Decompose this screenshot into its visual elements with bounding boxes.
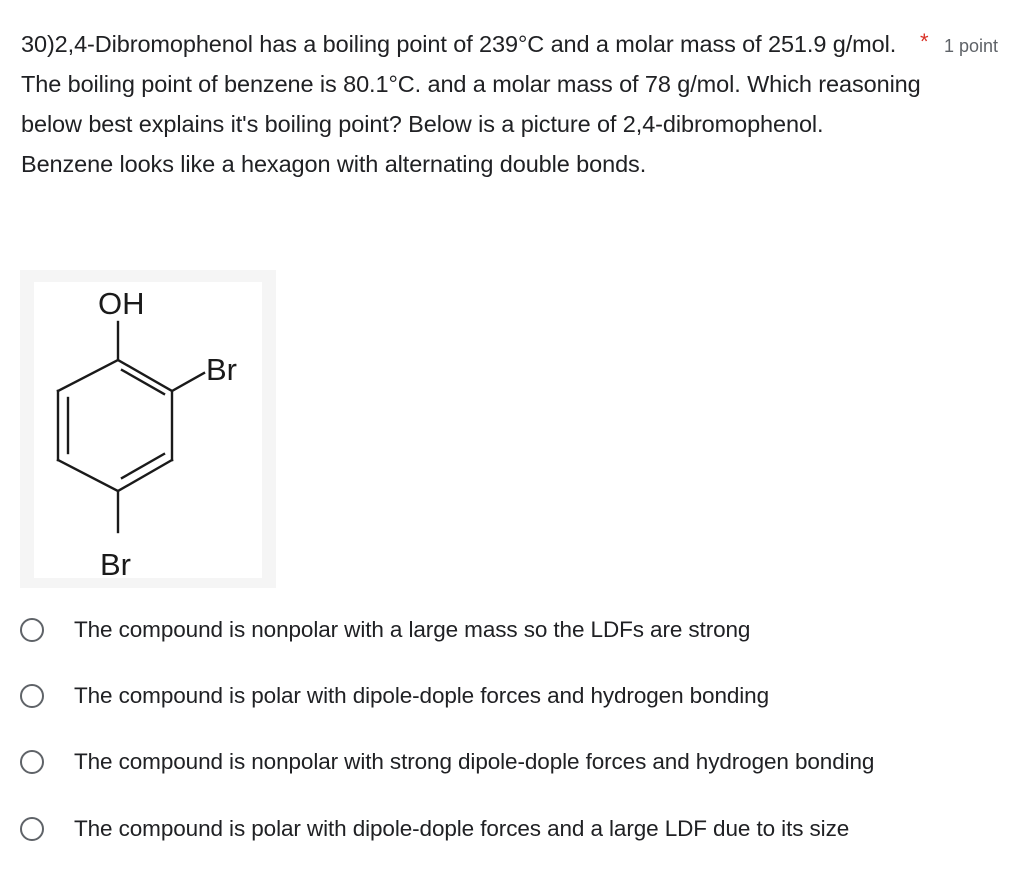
dibromophenol-structure-image [20, 270, 276, 588]
option-1[interactable] [20, 606, 1020, 654]
molecule-drawing [20, 270, 276, 588]
required-asterisk: * [920, 29, 929, 54]
radio-button[interactable] [20, 817, 44, 841]
ring-bond [118, 360, 172, 391]
double-bond-line [122, 454, 164, 478]
points-label: 1 point [944, 36, 999, 56]
br-bond-right [172, 373, 204, 391]
question-text: 30)2,4-Dibromophenol has a boiling point of 239°C and a molar mass of 251.9 g/mol. The boiling point of benzene is 80.1°C. and a molar mass of 78 g/mol. Which reasoning below best explains it's boiling point? Below is a picture of 2,4-dibromophenol. Benzene looks like a hexagon with alternating double bonds. [21, 31, 921, 177]
br-label-bottom: Br [100, 547, 131, 582]
radio-button[interactable] [20, 750, 44, 774]
radio-button[interactable] [20, 684, 44, 708]
option-label: The compound is nonpolar with strong dipole-dople forces and hydrogen bonding [74, 749, 875, 774]
option-3[interactable] [20, 738, 1020, 786]
option-2[interactable] [20, 672, 1020, 720]
option-label: The compound is polar with dipole-dople forces and a large LDF due to its size [74, 816, 850, 841]
option-label: The compound is polar with dipole-dople forces and hydrogen bonding [74, 683, 770, 708]
option-label: The compound is nonpolar with a large mass so the LDFs are strong [74, 617, 751, 642]
option-4[interactable] [20, 805, 1020, 853]
ring-bond [58, 460, 118, 491]
oh-label: OH [98, 286, 145, 321]
ring-bond [58, 360, 118, 391]
br-label-right: Br [206, 352, 237, 387]
radio-button[interactable] [20, 618, 44, 642]
